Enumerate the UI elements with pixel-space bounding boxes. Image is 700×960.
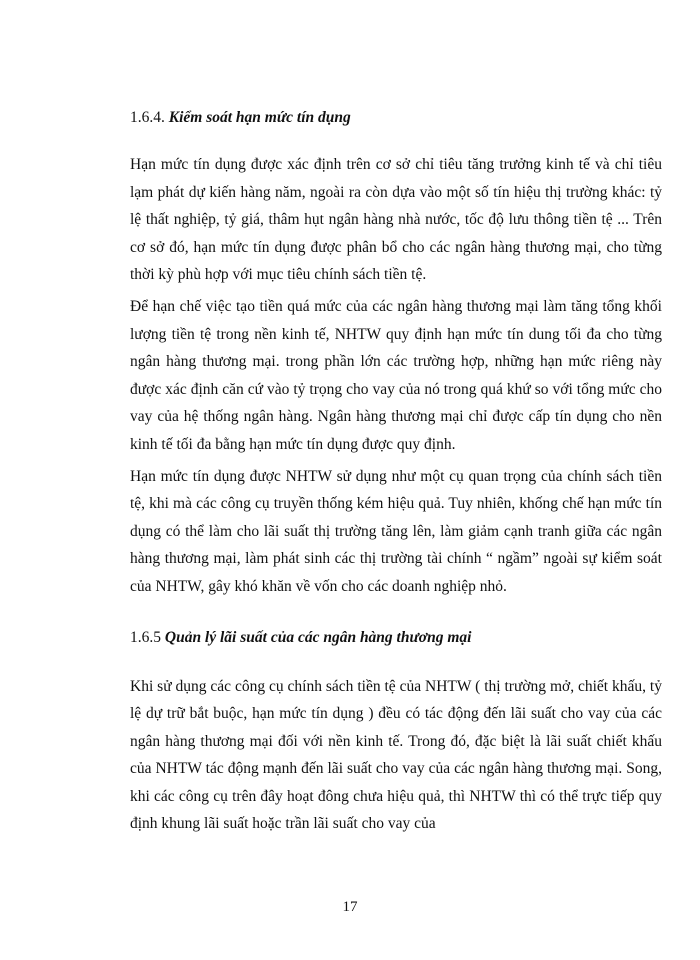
- paragraph: [130, 151, 662, 289]
- paragraph: [130, 673, 662, 839]
- section-title: Kiểm soát hạn mức tín dụng: [168, 109, 351, 126]
- section-heading-1-6-4: [130, 103, 662, 133]
- paragraph: [130, 463, 662, 601]
- page-number: 17: [342, 899, 358, 915]
- paragraph: [130, 293, 662, 459]
- section-heading-1-6-5: [130, 623, 662, 653]
- section-number: 1.6.5: [130, 628, 161, 646]
- page-content: [130, 103, 662, 842]
- paragraph-text: Hạn mức tín dụng được NHTW sử dụng như một cụ quan trọng của chính sách tiền tệ, khi mà các công cụ truyền thống kém hiệu quả. Tuy nhiên, khống chế hạn mức tín dụng có thể làm cho lãi suất thị trường tăng lên, làm giảm cạnh tranh giữa các ngân hàng thương mại, làm phát sinh các thị trường tài chính “ ngầm” ngoài sự kiểm soát của NHTW, gây khó khăn về vốn cho các doanh nghiệp nhỏ.: [130, 467, 662, 595]
- paragraph-text: Để hạn chế việc tạo tiền quá mức của các ngân hàng thương mại làm tăng tổng khối lượng tiền tệ trong nền kinh tế, NHTW quy định hạn mức tín dung tối đa cho từng ngân hàng thương mại. trong phần lớn các trường hợp, những hạn mức riêng này được xác định căn cứ vào tỷ trọng cho vay của nó trong quá khứ so với tổng mức cho vay của hệ thống ngân hàng. Ngân hàng thương mại chỉ được cấp tín dụng cho nền kinh tế tối đa bằng hạn mức tín dụng được quy định.: [130, 297, 662, 453]
- paragraph-text: Khi sử dụng các công cụ chính sách tiền tệ của NHTW ( thị trường mở, chiết khấu, tỷ lệ dự trữ bắt buộc, hạn mức tín dụng ) đều có tác động đến lãi suất cho vay của các ngân hàng thương mại đối với nền kinh tế. Trong đó, đặc biệt là lãi suất chiết khấu của NHTW tác động mạnh đến lãi suất cho vay của các ngân hàng thương mại. Song, khi các công cụ trên đây hoạt đông chưa hiệu quả, thì NHTW thì có thể trực tiếp quy định khung lãi suất hoặc trần lãi suất cho vay của: [130, 677, 662, 833]
- section-number: 1.6.4.: [130, 109, 165, 126]
- paragraph-text: Hạn mức tín dụng được xác định trên cơ sở chỉ tiêu tăng trưởng kinh tế và chỉ tiêu lạm phát dự kiến hàng năm, ngoài ra còn dựa vào một số tín hiệu thị trường khác: tỷ lệ thất nghiệp, tỷ giá, thâm hụt ngân hàng nhà nước, tốc độ lưu thông tiền tệ ... Trên cơ sở đó, hạn mức tín dụng được phân bổ cho các ngân hàng thương mại, cho từng thời kỳ phù hợp với mục tiêu chính sách tiền tệ.: [130, 156, 662, 284]
- section-title: Quản lý lãi suất của các ngân hàng thương mại: [164, 628, 472, 646]
